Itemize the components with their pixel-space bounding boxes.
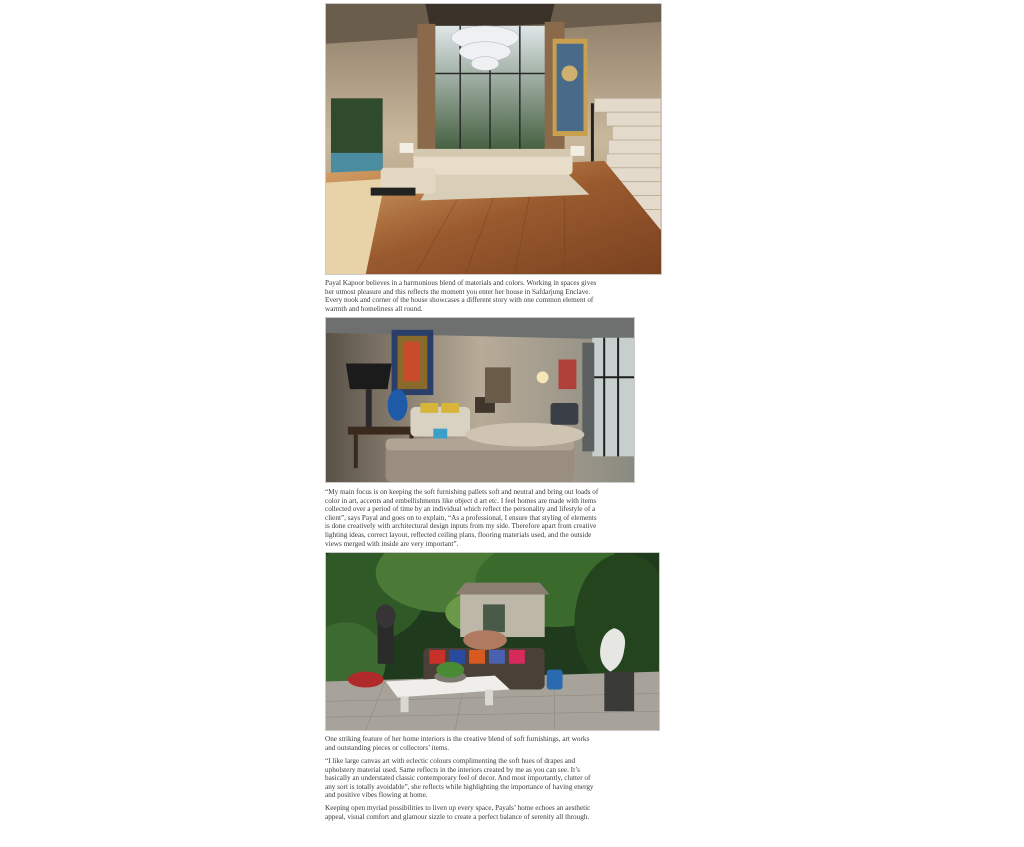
garden-patio-photo [325,552,660,731]
article-paragraph-1: Payal Kapoor believes in a harmonious blend of materials and colors. Working in spaces gives her utmost pleasure and this reflects the moment you enter her house in Safdarjung Enclave. Every nook and corner of the house showcases a different story with one common element of warmth and homeliness all round. [325,279,597,313]
article-paragraph-5: Keeping open myriad possibilities to liven up every space, Payals’ home echoes an aesthetic appeal, visual comfort and glamour sizzle to create a perfect balance of serenity all through. [325,804,591,821]
article-paragraph-3: One striking feature of her home interiors is the creative blend of soft furnishings, art works and outstanding pieces or collectors’ items. [325,735,590,752]
article-paragraph-2: “My main focus is on keeping the soft furnishing pallets soft and neutral and bring out loads of color in art, accents and embellishments like object d art etc. I feel homes are made with items collected over a period of time by an individual which reflect the personality and lifestyle of a client”, says Payal and goes on to explain, “As a professional, I ensure that styling of elements is done creatively with architectural design inputs from my side. Therefore apart from creative lighting ideas, correct layout, reflected ceiling plans, flooring materials used, and the outside views merged with inside are very important”. [325,488,599,548]
article-paragraph-4: “I like large canvas art with eclectic colours complimenting the soft hues of drapes and upholstery material used. Same reflects in the interiors created by me as you can see. It’s basically an understated classic contemporary feel of decor. And most importantly, clutter of any sort is totally avoidable”, she reflects while highlighting the importance of having energy and positive vibes flowing at home. [325,757,594,800]
living-room-photo [325,3,662,275]
lounge-photo [325,317,635,483]
